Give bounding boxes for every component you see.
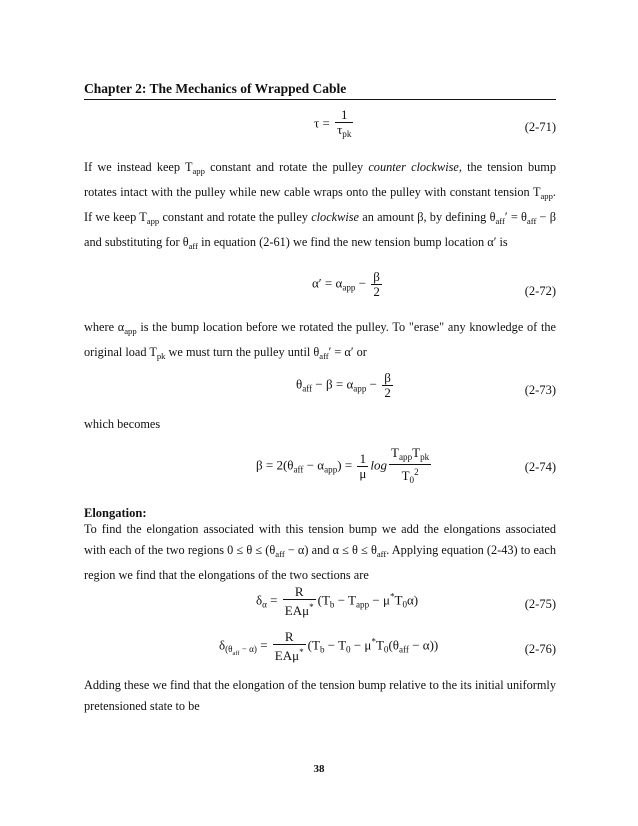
paragraph: where $\alpha_{app}$ is the bump location before we rotated the pulley. To "erase" any knowledge of the original load $T_{pk}$ we must turn the pulley until $\theta_{aff}' = \alpha'$ or [84,320,556,361]
equation-number: (2-71) [524,120,556,134]
paragraph: To find the elongation associated with this tension bump we add the elongations associated with each of the two regions $0 \le \theta \le (\theta_{aff} - \alpha)$ and $\alpha \le \theta \le \theta_{aff}$. Applying equation (2-43) to each region we find that the elongations of the two sections are [84,522,556,582]
equation-2-76: $\delta_{(\theta_{aff} - \alpha)}$ = R EAμ* $(T_b - T_0 - \mu^*T_0(\theta_{aff} - \alpha))$ (2-76) [219,629,556,663]
equation-number: (2-76) [524,642,556,656]
equation-2-74: $\beta = 2(\theta_{aff} - \alpha_{app})$ = $\frac{1}{\mu}$ log $T_{app}T_{pk}$ $T_0^2$ (2-74) [256,445,556,485]
paragraph: which becomes [84,417,161,431]
paragraph: If we instead keep $T_{app}$ constant and rotate the pulley counter clockwise, the tension bump rotates intact with the pulley while new cable wraps onto the pulley with constant tension $T_{app}$. If we keep $T_{app}$ constant and rotate the pulley clockwise an amount β, by defining $\theta_{aff}' = \theta_{aff} - \beta$ and substituting for $\theta_{aff}$ in equation (2-61) we find the new tension bump location α′ is [84,160,556,251]
section-heading: Elongation: [84,506,147,520]
equation-2-71: τ = 1 $\tau_{pk}$ (2-71) [314,107,556,139]
equation-2-72: $\alpha' = \alpha_{app}$ − $\frac{\beta}{2}$ (2-72) [312,269,556,299]
equation-number: (2-72) [524,284,556,298]
equation-number: (2-73) [524,383,556,397]
equation-number: (2-75) [524,597,556,611]
equation-2-73: $\theta_{aff} - \beta = \alpha_{app}$ − $\frac{\beta}{2}$ (2-73) [296,370,556,400]
equation-number: (2-74) [524,460,556,474]
running-header: Chapter 2: The Mechanics of Wrapped Cable [84,81,556,100]
paragraph: Adding these we find that the elongation of the tension bump relative to the its initial uniformly pretensioned state to be [84,678,556,713]
page-number: 38 [313,763,325,775]
equation-2-75: $\delta_\alpha$ = R EAμ* $(T_b - T_{app} - \mu^*T_0\alpha)$ (2-75) [256,584,556,618]
